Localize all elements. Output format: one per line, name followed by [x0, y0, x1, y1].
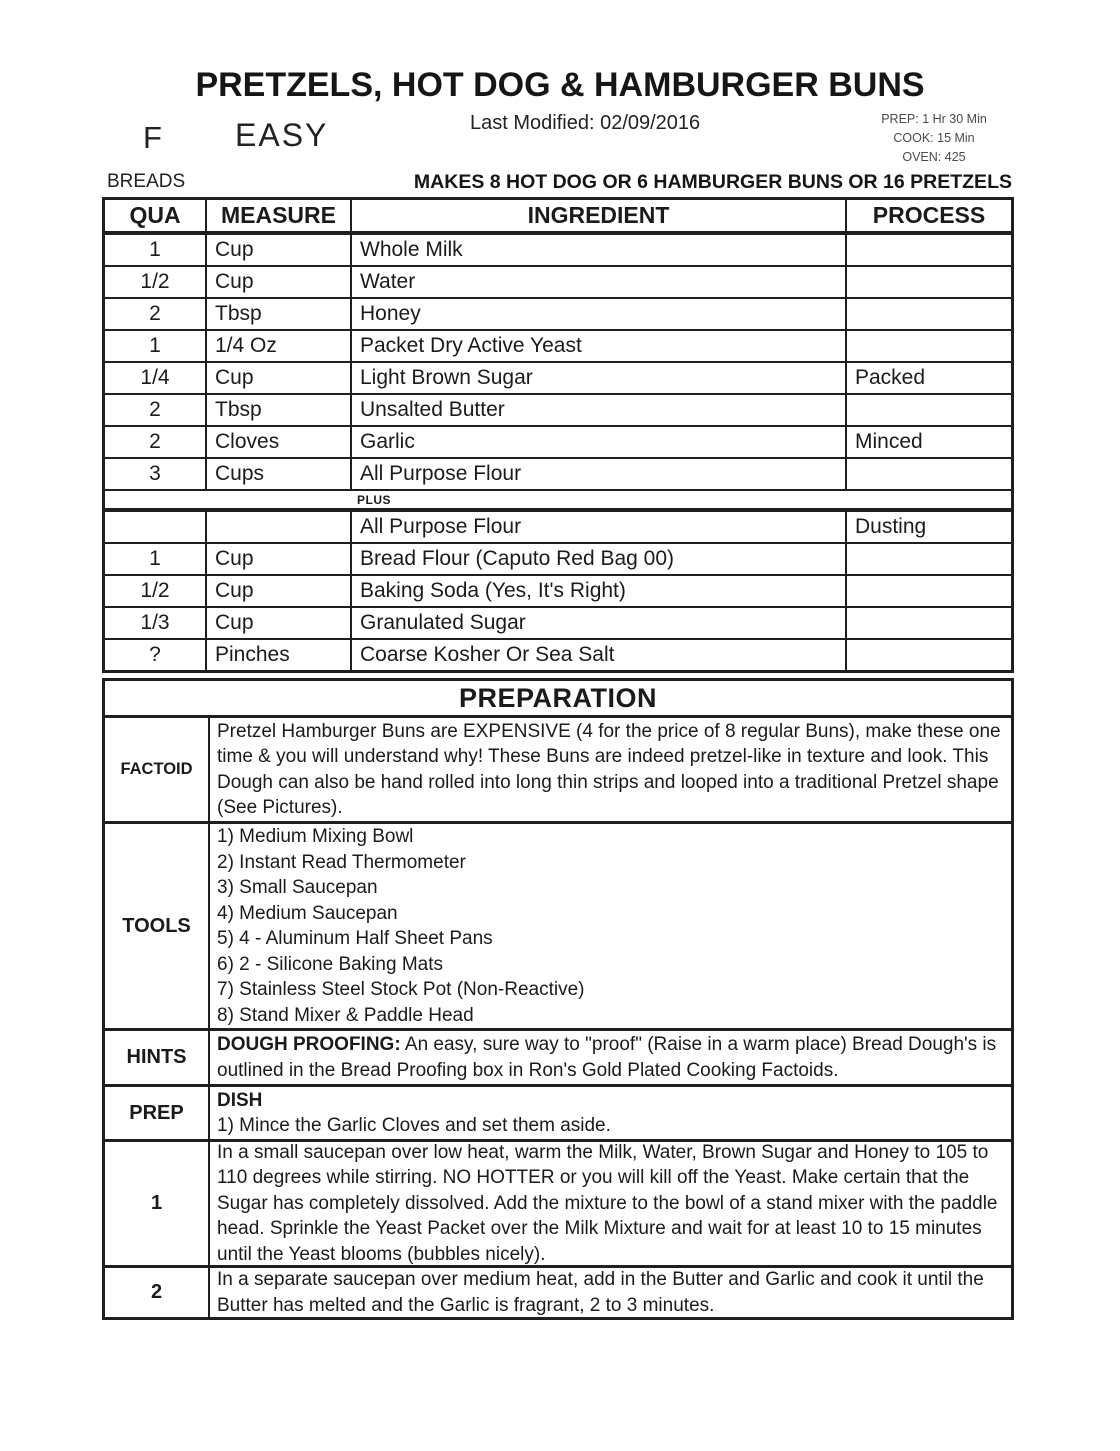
ingredient-process [845, 331, 1011, 361]
ingredient-qty: 1/3 [140, 611, 170, 634]
tool-item: 1) Medium Mixing Bowl [217, 826, 414, 847]
table-row [105, 574, 1011, 606]
ingredient-name: All Purpose Flour [350, 459, 845, 489]
table-row [105, 638, 1011, 670]
tool-item: 5) 4 - Aluminum Half Sheet Pans [217, 928, 493, 949]
table-row [105, 510, 1011, 542]
ingredient-measure: Cup [205, 267, 350, 297]
ingredient-name: Whole Milk [350, 235, 845, 265]
ingredient-measure: Cloves [205, 427, 350, 457]
prep-row [105, 1084, 1011, 1139]
table-row [105, 425, 1011, 457]
ingredient-name: Honey [350, 299, 845, 329]
factoid-text: Pretzel Hamburger Buns are EXPENSIVE (4 for the price of 8 regular Buns), make these one time & you will understand why! These Buns are indeed pretzel-like in texture and look. This Dough can also be hand rolled into long thin strips and looped into a traditional Pretzel shape (See Pictures). [217, 720, 1001, 818]
step-number: 2 [150, 1281, 163, 1303]
hints-text: DOUGH PROOFING: An easy, sure way to "proof" (Raise in a warm place) Bread Dough's is outlined in the Bread Proofing box in Ron's Gold Plated Cooking Factoids. [217, 1034, 997, 1081]
ingredient-name: Baking Soda (Yes, It's Right) [350, 576, 845, 606]
ingredient-name: Granulated Sugar [350, 608, 845, 638]
tool-item: 6) 2 - Silicone Baking Mats [217, 953, 443, 975]
prep-text: 1) Mince the Garlic Cloves and set them aside. [217, 1115, 611, 1136]
last-modified-date: Last Modified: 02/09/2016 [470, 112, 701, 134]
ingredient-measure [205, 512, 350, 542]
category-letter: F [143, 120, 162, 155]
ingredients-table [102, 197, 1014, 673]
ingredient-process [845, 299, 1011, 329]
ingredient-qty: ? [149, 643, 161, 666]
ingredient-measure: 1/4 Oz [205, 331, 350, 361]
ingredient-name: Bread Flour (Caputo Red Bag 00) [350, 544, 845, 574]
ingredients-header-row [105, 200, 1011, 233]
ingredient-qty: 1/2 [140, 579, 170, 602]
prep-lead: DISH [217, 1089, 263, 1111]
table-row [105, 361, 1011, 393]
ingredient-name: Light Brown Sugar [350, 363, 845, 393]
ingredient-measure: Tbsp [205, 395, 350, 425]
ingredient-process [845, 395, 1011, 425]
ingredient-process [845, 576, 1011, 606]
ingredient-qty [105, 512, 205, 542]
difficulty-label: EASY [235, 117, 329, 153]
step-text: In a small saucepan over low heat, warm the Milk, Water, Brown Sugar and Honey to 105 to 110 degrees while stirring. NO HOTTER or you will kill off the Yeast. Make certain that the Sugar has completely dissolved. Add the mixture to the bowl of a stand mixer with the paddle head. Sprinkle the Yeast Packet over the Milk Mixture and wait for at least 10 to 15 minutes until the Yeast blooms (bubbles nicely). [217, 1142, 998, 1265]
ingredient-qty: 1 [149, 238, 161, 261]
ingredient-measure: Pinches [205, 640, 350, 670]
tool-item: 7) Stainless Steel Stock Pot (Non-Reactive) [217, 979, 585, 1000]
ingredient-measure: Cup [205, 235, 350, 265]
ingredient-measure: Cup [205, 576, 350, 606]
ingredient-qty: 1/2 [140, 270, 170, 293]
table-row [105, 233, 1011, 265]
ingredient-process: Minced [845, 427, 1011, 457]
ingredient-name: Unsalted Butter [350, 395, 845, 425]
tool-item: 4) Medium Saucepan [217, 902, 398, 924]
ingredient-measure: Cup [205, 363, 350, 393]
yield-line: MAKES 8 HOT DOG OR 6 HAMBURGER BUNS OR 16 PRETZELS [413, 171, 1012, 193]
col-header-ingredient: INGREDIENT [350, 200, 845, 231]
ingredient-qty: 2 [149, 430, 161, 453]
ingredient-name: All Purpose Flour [350, 512, 845, 542]
category-label: BREADS [107, 171, 186, 192]
tool-item: 3) Small Saucepan [217, 877, 378, 898]
prep-label: PREP [129, 1101, 184, 1124]
ingredient-measure: Cups [205, 459, 350, 489]
preparation-header: PREPARATION [458, 682, 657, 713]
hints-lead: DOUGH PROOFING: [217, 1034, 401, 1055]
ingredient-process: Packed [845, 363, 1011, 393]
step-row [105, 1139, 1011, 1265]
oven-temp: OVEN: 425 [902, 150, 966, 164]
tools-label: TOOLS [122, 914, 191, 937]
table-row [105, 457, 1011, 489]
ingredient-name: Packet Dry Active Yeast [350, 331, 845, 361]
ingredient-qty: 3 [149, 462, 161, 485]
ingredient-process: Dusting [845, 512, 1011, 542]
hints-label: HINTS [126, 1046, 187, 1068]
table-row [105, 297, 1011, 329]
ingredient-process [845, 608, 1011, 638]
table-row [105, 393, 1011, 425]
tool-item: 8) Stand Mixer & Paddle Head [217, 1004, 474, 1026]
table-row [105, 606, 1011, 638]
ingredient-process [845, 640, 1011, 670]
ingredient-name: Garlic [350, 427, 845, 457]
ingredient-measure: Tbsp [205, 299, 350, 329]
table-row [105, 265, 1011, 297]
col-header-qua: QUA [129, 202, 181, 228]
prep-time: PREP: 1 Hr 30 Min [881, 112, 987, 126]
step-row [105, 1265, 1011, 1317]
step-text: In a separate saucepan over medium heat, add in the Butter and Garlic and cook it until the Butter has melted and the Garlic is fragrant, 2 to 3 minutes. [217, 1269, 984, 1316]
ingredient-process [845, 459, 1011, 489]
step-number: 1 [150, 1192, 163, 1214]
page-title: PRETZELS, HOT DOG & HAMBURGER BUNS [195, 66, 925, 104]
ingredient-qty: 1 [149, 547, 161, 570]
tools-row [105, 821, 1011, 1028]
ingredient-qty: 1/4 [140, 366, 170, 389]
ingredient-process [845, 267, 1011, 297]
preparation-table [102, 678, 1014, 1320]
table-row [105, 329, 1011, 361]
ingredient-process [845, 235, 1011, 265]
ingredient-qty: 2 [149, 302, 161, 325]
ingredient-qty: 1 [149, 334, 161, 357]
recipe-meta [858, 110, 1010, 167]
ingredient-process [845, 544, 1011, 574]
factoid-row [105, 715, 1011, 821]
ingredient-measure: Cup [205, 608, 350, 638]
col-header-process: PROCESS [845, 200, 1011, 231]
col-header-measure: MEASURE [205, 200, 350, 231]
table-row [105, 542, 1011, 574]
ingredient-measure: Cup [205, 544, 350, 574]
plus-divider-row: PLUS [105, 489, 1011, 510]
ingredient-qty: 2 [149, 398, 161, 421]
tool-item: 2) Instant Read Thermometer [217, 851, 466, 873]
hints-row [105, 1028, 1011, 1084]
factoid-label: FACTOID [120, 760, 193, 778]
ingredient-name: Coarse Kosher Or Sea Salt [350, 640, 845, 670]
cook-time: COOK: 15 Min [893, 131, 975, 145]
ingredient-name: Water [350, 267, 845, 297]
